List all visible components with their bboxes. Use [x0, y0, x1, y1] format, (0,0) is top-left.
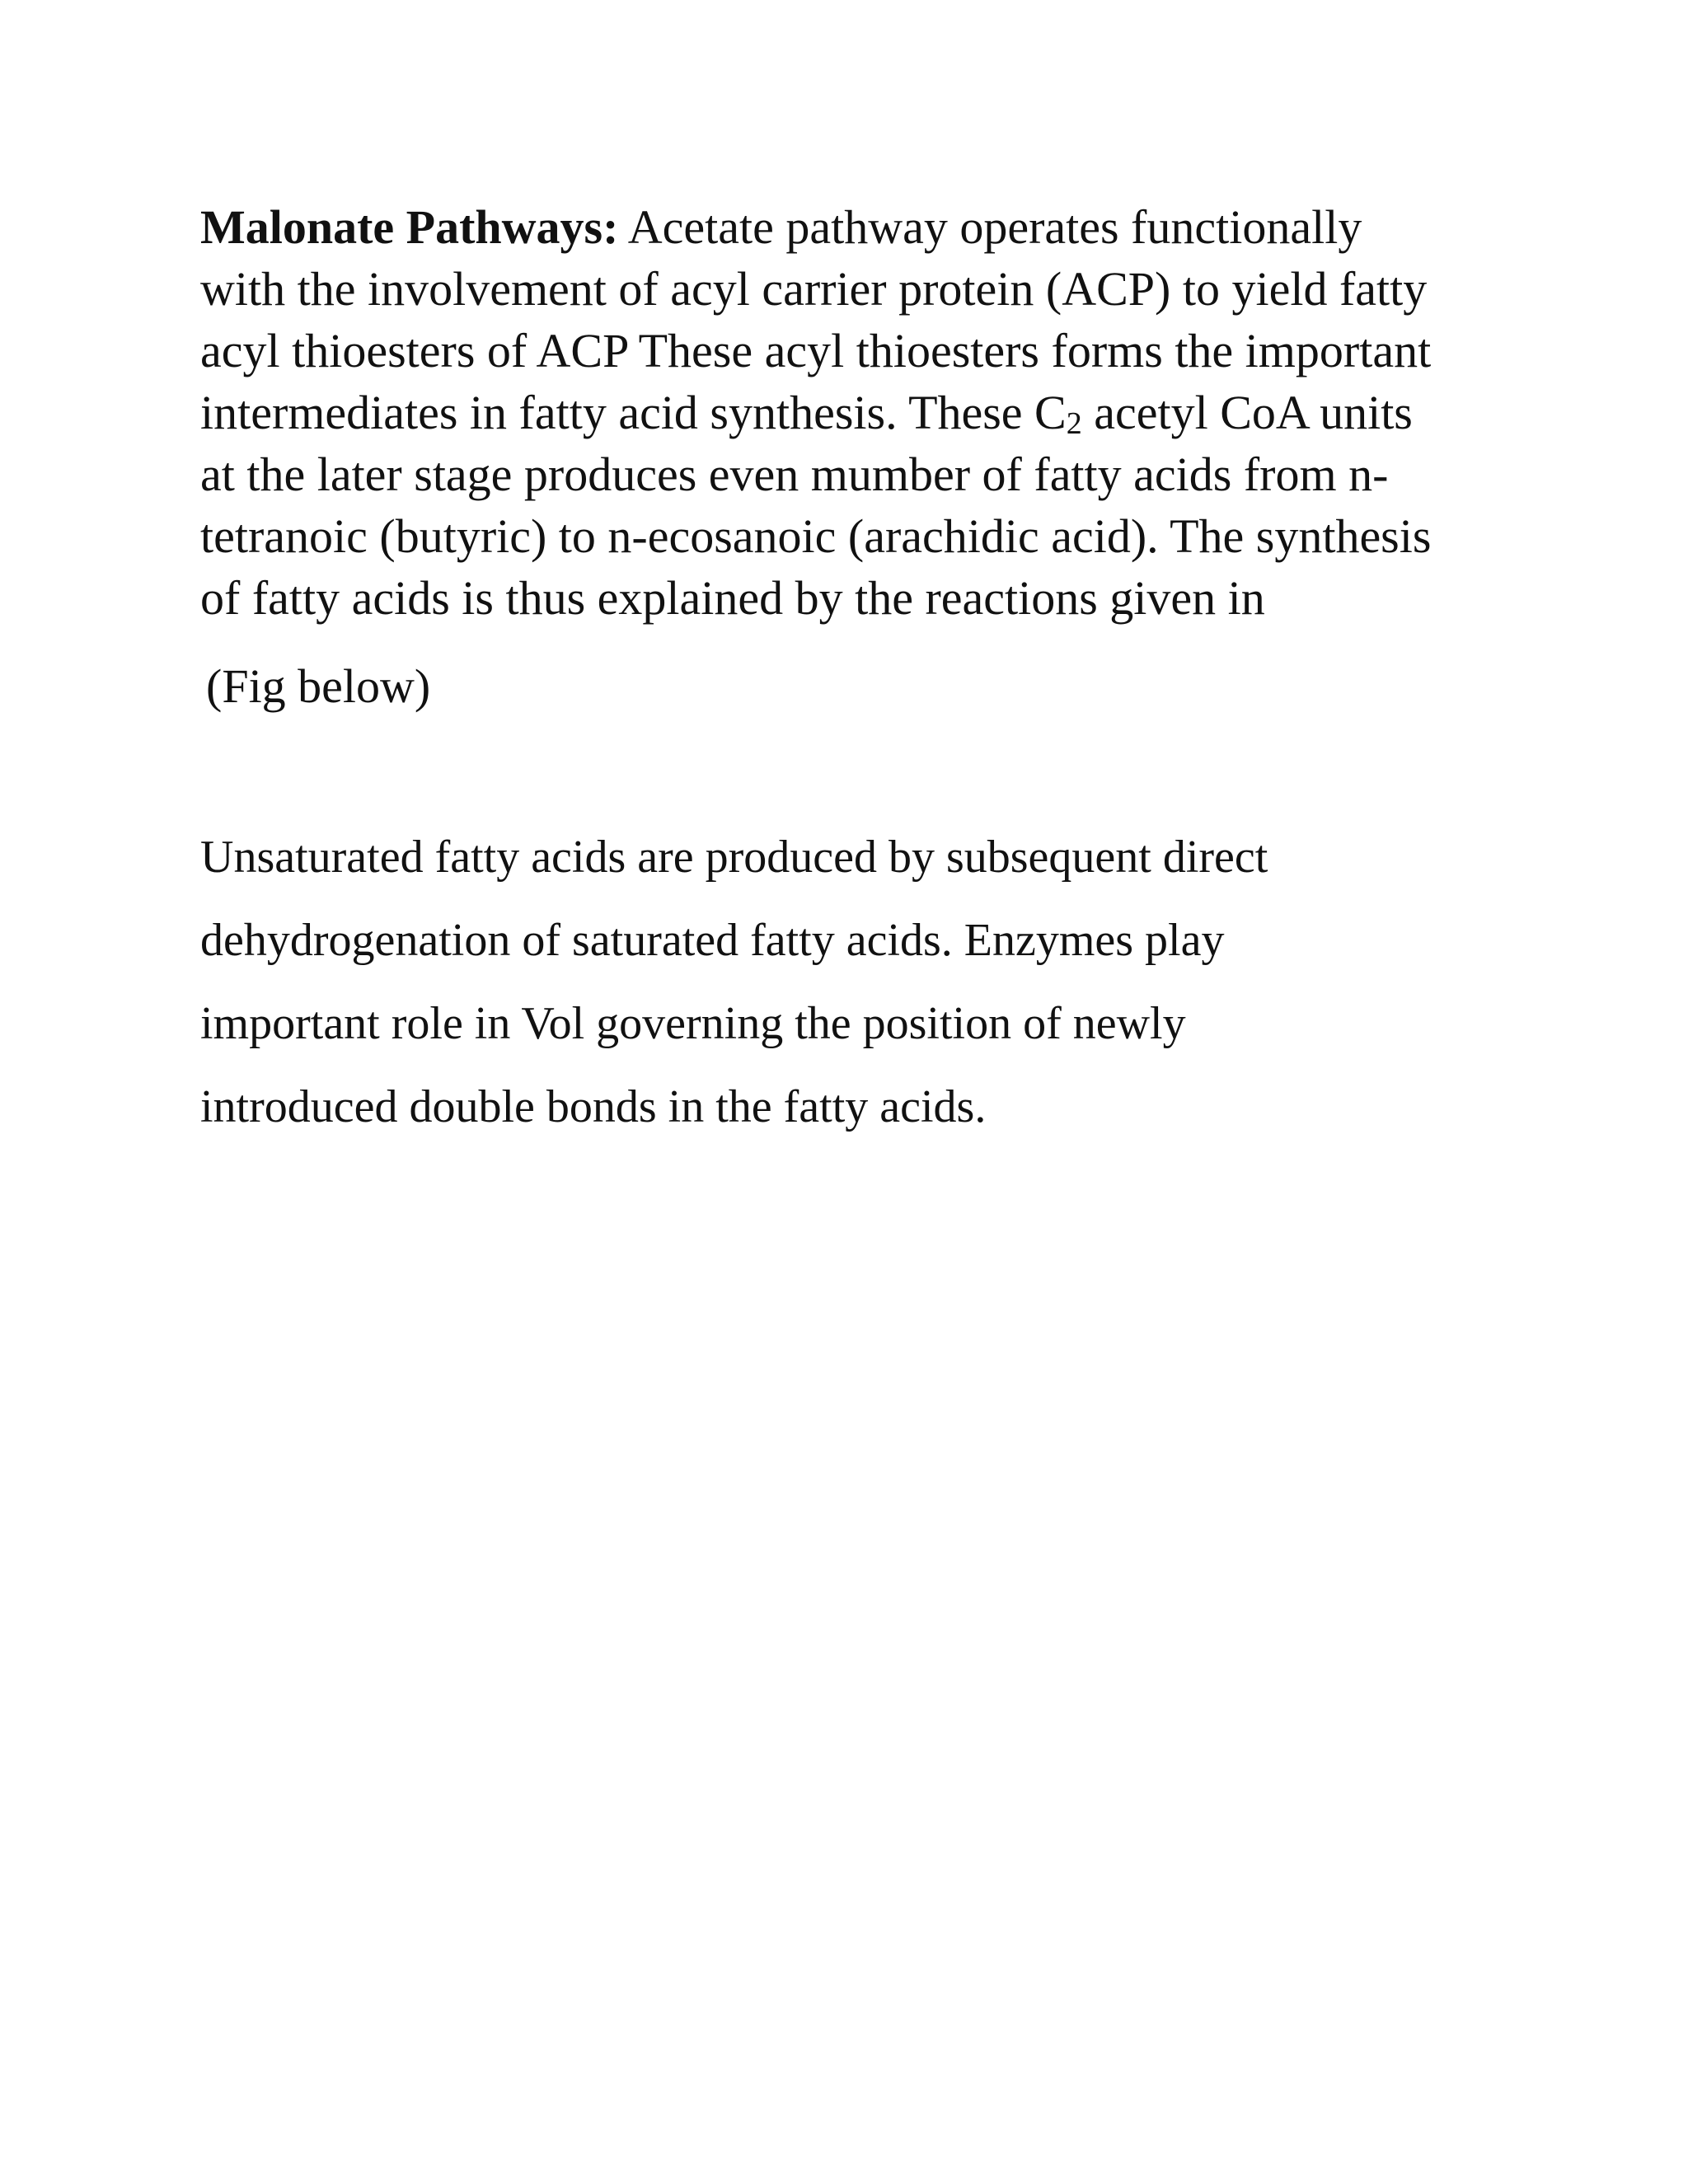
paragraph-line: Unsaturated fatty acids are produced by subsequent direct: [200, 832, 1268, 883]
unsaturated-fatty-acids-paragraph: [200, 816, 1519, 1149]
paragraph-text: Acetate pathway operates functionally: [618, 200, 1362, 254]
paragraph-text: intermediates in fatty acid synthesis. These C: [200, 386, 1067, 439]
paragraph-line: tetranoic (butyric) to n-ecosanoic (arachidic acid). The synthesis: [200, 509, 1432, 563]
subscript: 2: [1066, 406, 1082, 441]
malonate-pathways-paragraph: [200, 196, 1519, 629]
paragraph-line: with the involvement of acyl carrier protein (ACP) to yield fatty: [200, 262, 1428, 316]
paragraph-line: dehydrogenation of saturated fatty acids. Enzymes play: [200, 915, 1225, 966]
paragraph-line: acyl thioesters of ACP These acyl thioesters forms the important: [200, 324, 1432, 377]
paragraph-line: [200, 382, 1519, 443]
section-heading: Malonate Pathways:: [200, 200, 619, 254]
paragraph-line: [200, 196, 1519, 258]
figure-reference: (Fig below): [206, 659, 431, 713]
paragraph-line: at the later stage produces even mumber of fatty acids from n-: [200, 448, 1389, 501]
paragraph-line: of fatty acids is thus explained by the reactions given in: [200, 571, 1265, 625]
paragraph-line: introduced double bonds in the fatty acids.: [200, 1081, 987, 1132]
paragraph-text: acetyl CoA units: [1081, 386, 1413, 439]
paragraph-line: important role in Vol governing the position of newly: [200, 998, 1186, 1049]
